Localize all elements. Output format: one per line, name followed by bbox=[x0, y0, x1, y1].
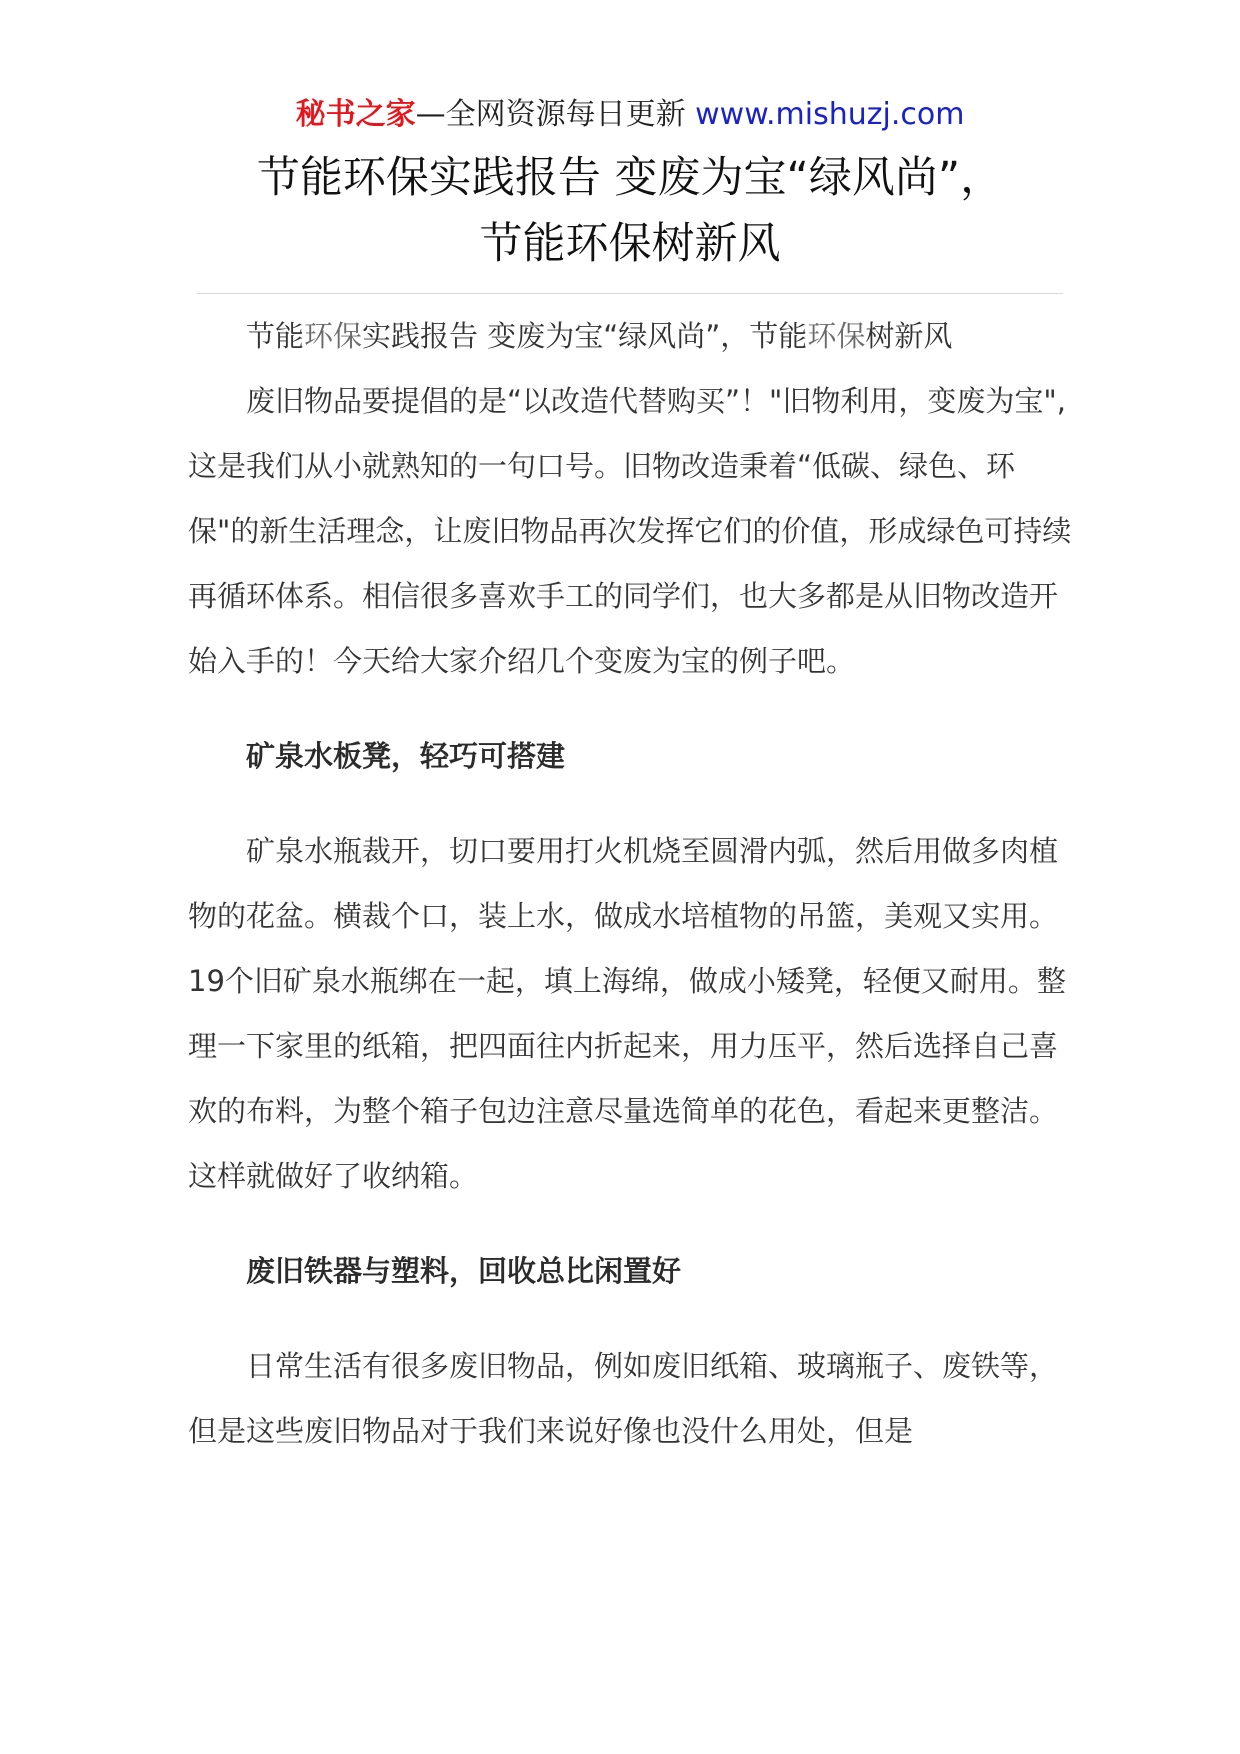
title-line-1: 节能环保实践报告 变废为宝“绿风尚”， bbox=[256, 153, 1004, 203]
section-2-paragraph: 日常生活有很多废旧物品，例如废旧纸箱、玻璃瓶子、废铁等，但是这些废旧物品对于我们来说好像也没什么用处，但是 bbox=[188, 1349, 1059, 1448]
section-heading-1: 矿泉水板凳，轻巧可搭建 bbox=[246, 739, 566, 773]
title-divider bbox=[197, 293, 1063, 294]
site-url-link[interactable]: www.mishuzj.com bbox=[695, 97, 965, 132]
title-line-2: 节能环保树新风 bbox=[479, 219, 781, 269]
document-title bbox=[188, 145, 1072, 277]
site-header bbox=[188, 95, 1072, 135]
article-body bbox=[188, 304, 1072, 1464]
section-heading-2: 废旧铁器与塑料，回收总比闲置好 bbox=[246, 1254, 682, 1288]
site-name: 秘书之家 bbox=[295, 97, 416, 132]
section-1-paragraph: 矿泉水瓶裁开，切口要用打火机烧至圆滑内弧，然后用做多肉植物的花盆。横裁个口，装上水，做成水培植物的吊篮，美观又实用。19个旧矿泉水瓶绑在一起，填上海绵，做成小矮凳，轻便又耐用。整理一下家里的纸箱，把四面往内折起来，用力压平，然后选择自己喜欢的布料，为整个箱子包边注意尽量选简单的花色，看起来更整洁。这样就做好了收纳箱。 bbox=[188, 834, 1066, 1193]
document-page bbox=[188, 95, 1072, 1464]
intro-paragraph: 废旧物品要提倡的是“以改造代替购买”！"旧物利用，变废为宝",这是我们从小就熟知的一句口号。旧物改造秉着“低碳、绿色、环保"的新生活理念，让废旧物品再次发挥它们的价值，形成绿色可持续再循环体系。相信很多喜欢手工的同学们，也大多都是从旧物改造开始入手的！今天给大家介绍几个变废为宝的例子吧。 bbox=[188, 384, 1072, 678]
lead-paragraph: 节能环保实践报告 变废为宝“绿风尚”，节能环保树新风 bbox=[246, 319, 953, 353]
site-slogan: —全网资源每日更新 bbox=[415, 97, 696, 132]
